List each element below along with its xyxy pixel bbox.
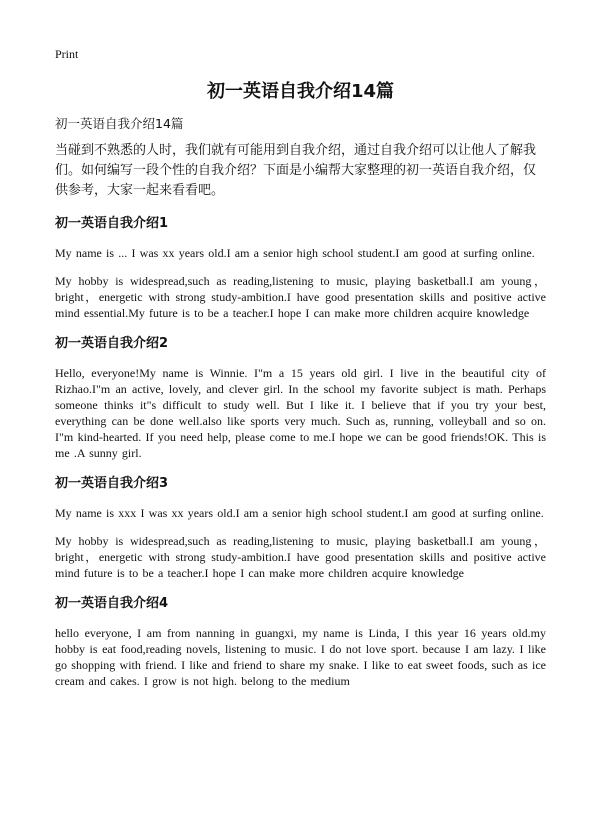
section-paragraph: My name is ... I was xx years old.I am a senior high school student.I am good at surfing online.: [55, 246, 535, 260]
section-heading: 初一英语自我介绍4: [55, 596, 169, 611]
section-4: [55, 594, 546, 689]
section-paragraph: My hobby is widespread,such as reading,listening to music, playing basketball.I am young，bright，energetic with strong study-ambition.I have good presentation skills and positive active mind future is to be a teacher.I hope I can make more children acquire knowledge: [55, 534, 546, 580]
section-heading: 初一英语自我介绍2: [55, 336, 169, 351]
section-2: [55, 334, 546, 461]
section-paragraph: Hello, everyone!My name is Winnie. I"m a 15 years old girl. I live in the beautiful city of Rizhao.I"m an active, lovely, and clever girl. In the school my favorite subject is math. Perhaps someone thinks it"s difficult to study well. But I like it. I believe that if you try your best, everything can be done well.also like sports very much. Such as, running, volleyball and so on. I"m kind-hearted. If you need help, please come to me.I hope we can be good friends!OK. This is me .A sunny girl.: [55, 366, 546, 460]
section-paragraph: hello everyone, I am from nanning in guangxi, my name is Linda, I this year 16 years old.my hobby is eat food,reading novels, listening to music. I do not love sport. because I am lazy. I like go shopping with friend. I like and friend to share my snake. I like to eat sweet foods, such as ice cream and cakes. I grow is not high. belong to the medium: [55, 626, 546, 688]
section-paragraph: My hobby is widespread,such as reading,listening to music, playing basketball.I am young，bright，energetic with strong study-ambition.I have good presentation skills and positive active mind essential.My future is to be a teacher.I hope I can make more children acquire knowledge: [55, 274, 546, 320]
intro-paragraph: 当碰到不熟悉的人时，我们就有可能用到自我介绍，通过自我介绍可以让他人了解我们。如何编写一段个性的自我介绍？下面是小编帮大家整理的初一英语自我介绍，仅供参考，大家一起来看看吧。: [55, 143, 537, 198]
page-title: 初一英语自我介绍14篇: [206, 81, 395, 102]
section-3: [55, 474, 546, 581]
section-paragraph: My name is xxx I was xx years old.I am a senior high school student.I am good at surfing online.: [55, 506, 544, 520]
document-subtitle: 初一英语自我介绍14篇: [55, 116, 184, 131]
section-heading: 初一英语自我介绍1: [55, 216, 169, 231]
section-1: [55, 214, 546, 321]
section-heading: 初一英语自我介绍3: [55, 476, 169, 491]
print-label[interactable]: Print: [55, 47, 79, 61]
